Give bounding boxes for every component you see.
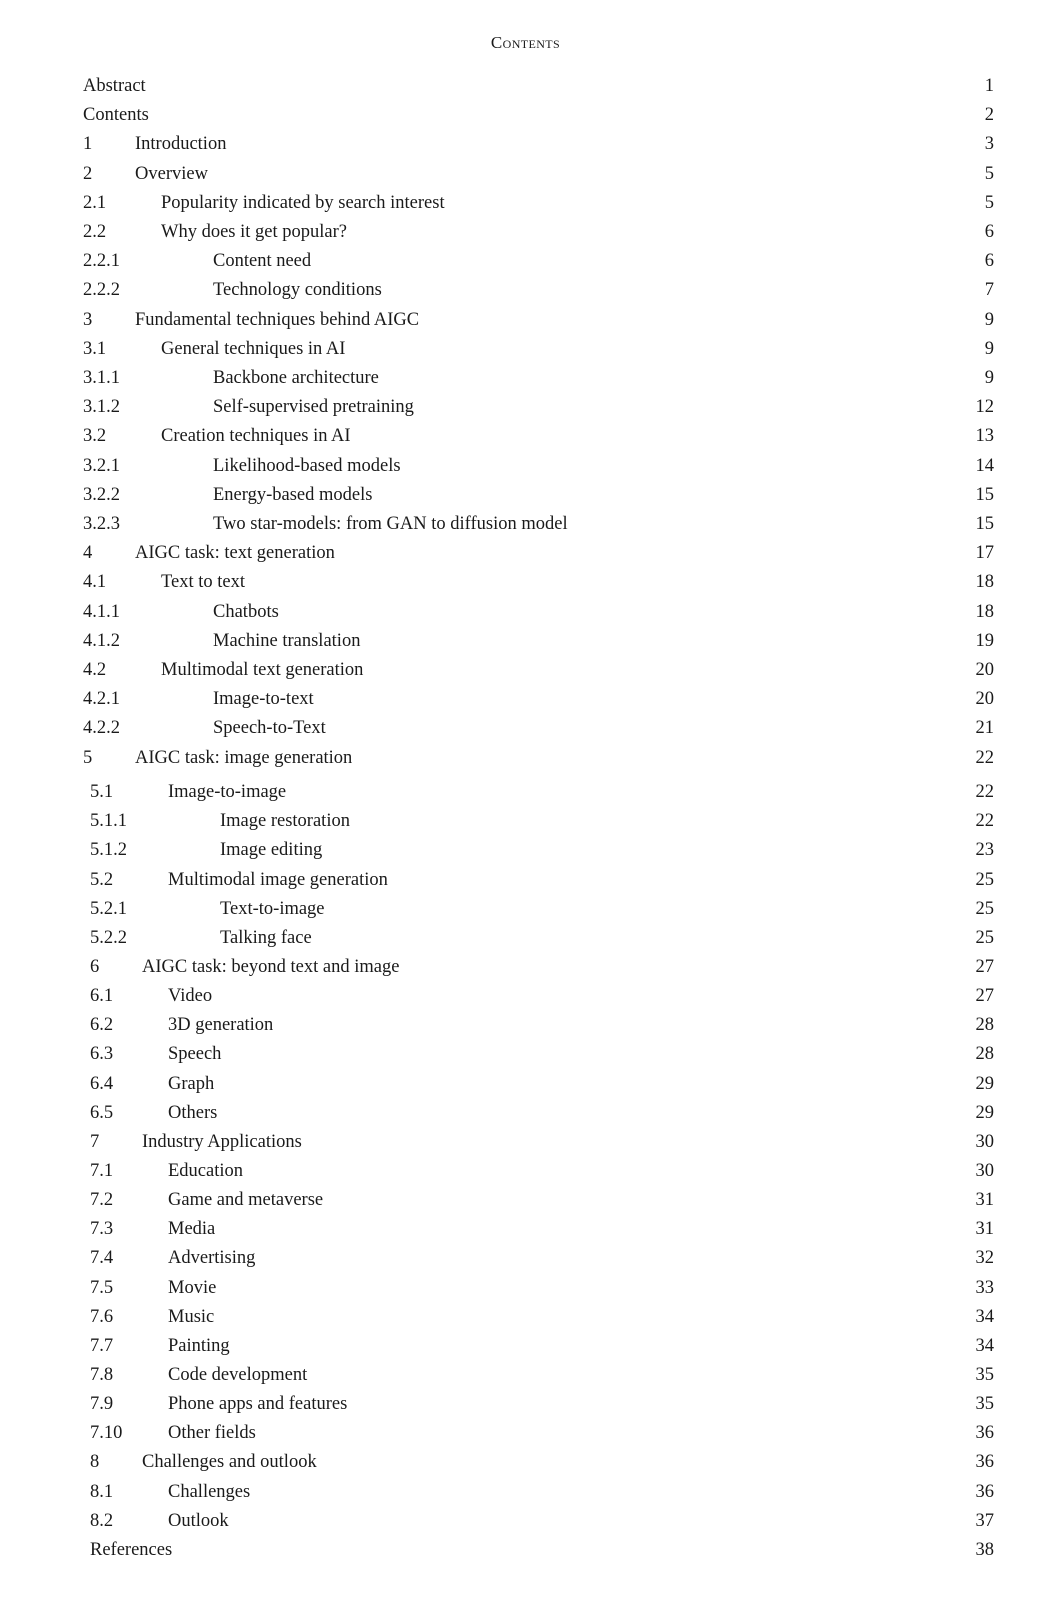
toc-entry-number: 4.2 <box>83 660 107 680</box>
toc-entry[interactable] <box>83 715 994 741</box>
toc-entry-number: 8 <box>90 1452 100 1473</box>
toc-entry-page: 5 <box>984 163 994 184</box>
toc-entry-number: 5.2 <box>90 869 114 890</box>
toc-entry[interactable] <box>83 131 994 157</box>
toc-entry-page: 18 <box>975 572 994 593</box>
toc-entry-number: 8.2 <box>90 1510 114 1531</box>
toc-entry-number: 3.1.1 <box>83 368 120 388</box>
toc-entry[interactable] <box>83 219 994 245</box>
toc-entry-title[interactable]: Advertising <box>168 1248 256 1269</box>
toc-entry[interactable] <box>90 983 994 1009</box>
toc-entry[interactable] <box>90 1187 994 1213</box>
toc-entry-title[interactable]: Introduction <box>135 134 227 155</box>
toc-entry-number: 7.1 <box>90 1161 114 1181</box>
toc-entry-number: 2.2.2 <box>83 280 120 301</box>
toc-entry[interactable] <box>90 1508 994 1534</box>
toc-entry[interactable] <box>90 867 994 893</box>
toc-entry-page: 12 <box>975 397 994 418</box>
toc-entry[interactable] <box>83 161 994 187</box>
toc-entry[interactable] <box>83 307 994 333</box>
toc-entry[interactable] <box>90 1100 994 1126</box>
toc-entry-title[interactable]: Content need <box>213 251 312 272</box>
toc-entry-title[interactable]: Challenges <box>168 1481 251 1502</box>
toc-entry[interactable] <box>83 423 994 449</box>
toc-entry[interactable] <box>90 1304 994 1330</box>
toc-entry-page: 36 <box>975 1452 994 1473</box>
toc-entry-title[interactable]: Speech-to-Text <box>213 718 326 739</box>
toc-entry[interactable] <box>90 1362 994 1388</box>
toc-entry-title[interactable]: AIGC task: beyond text and image <box>142 956 400 977</box>
toc-entry-page: 31 <box>975 1219 994 1240</box>
toc-entry[interactable] <box>83 73 994 99</box>
toc-entry-page: 38 <box>975 1539 994 1560</box>
toc-entry[interactable] <box>90 1537 994 1563</box>
toc-entry-title[interactable]: Text to text <box>161 572 245 593</box>
toc-entry-title[interactable]: 3D generation <box>168 1015 274 1036</box>
toc-entry[interactable] <box>90 896 994 922</box>
toc-entry-page: 2 <box>984 105 994 126</box>
toc-entry-title[interactable]: Backbone architecture <box>213 368 379 388</box>
toc-entry-title[interactable]: AIGC task: text generation <box>135 543 335 564</box>
toc-entry-page: 33 <box>975 1277 994 1298</box>
toc-entry-title[interactable]: Popularity indicated by search interest <box>161 192 445 213</box>
toc-entry-title[interactable]: Chatbots <box>213 601 279 622</box>
toc-entry[interactable] <box>90 1216 994 1242</box>
toc-entry-number: 6.2 <box>90 1015 114 1036</box>
toc-entry[interactable] <box>90 1012 994 1038</box>
toc-entry-number: 4.2.2 <box>83 718 120 739</box>
toc-entry-number: 8.1 <box>90 1481 114 1502</box>
toc-entry-title[interactable]: Video <box>168 986 213 1006</box>
toc-entry[interactable] <box>90 1071 994 1097</box>
toc-entry[interactable] <box>83 628 994 654</box>
toc-entry[interactable] <box>90 1129 994 1155</box>
toc-entry-number: 7.10 <box>90 1423 123 1444</box>
toc-entry-number: 4.1.2 <box>83 630 120 651</box>
toc-entry-title[interactable]: Graph <box>168 1073 215 1094</box>
toc-entry-number: 7.3 <box>90 1219 114 1240</box>
toc-entry[interactable] <box>83 657 994 683</box>
toc-entry-number: 5.1 <box>90 782 114 802</box>
toc-entry-number: 4.1.1 <box>83 601 120 622</box>
toc-entry[interactable] <box>90 837 994 863</box>
toc-entry-title[interactable]: Other fields <box>168 1423 256 1444</box>
toc-entry[interactable] <box>83 190 994 216</box>
toc-entry-number: 7.2 <box>90 1190 114 1211</box>
toc-entry-number: 5.2.2 <box>90 927 127 948</box>
toc-entry[interactable] <box>83 569 994 595</box>
toc-entry-title[interactable]: Talking face <box>220 927 312 948</box>
toc-entry-title[interactable]: Industry Applications <box>142 1131 302 1152</box>
toc-entry-page: 9 <box>984 338 994 359</box>
toc-entry-title[interactable]: Contents <box>83 105 149 126</box>
toc-entry-title[interactable]: AIGC task: image generation <box>135 747 353 768</box>
toc-entry-number: 6.1 <box>90 986 114 1006</box>
toc-entry-page: 1 <box>984 76 994 96</box>
toc-entry-title[interactable]: Game and metaverse <box>168 1190 324 1211</box>
toc-entry-number: 2.1 <box>83 192 107 213</box>
toc-entry-page: 6 <box>984 251 994 272</box>
toc-entry-title[interactable]: Speech <box>168 1044 222 1065</box>
toc-entry-number: 2.2 <box>83 222 107 242</box>
toc-entry-number: 6 <box>90 956 100 977</box>
toc-entry-page: 19 <box>975 630 994 651</box>
toc-entry-page: 30 <box>975 1161 994 1181</box>
toc-entry-page: 18 <box>975 601 994 622</box>
toc-entry[interactable] <box>90 1245 994 1271</box>
toc-entry[interactable] <box>90 1275 994 1301</box>
toc-entry-title[interactable]: Education <box>168 1161 244 1181</box>
page-title: Contents <box>490 33 561 52</box>
toc-entry[interactable] <box>83 336 994 362</box>
toc-entry-page: 27 <box>975 956 994 977</box>
toc-entry-title[interactable]: Painting <box>168 1335 230 1356</box>
toc-entry-number: 7.9 <box>90 1394 114 1415</box>
toc-entry-title[interactable]: General techniques in AI <box>161 338 346 359</box>
toc-entry[interactable] <box>83 394 994 420</box>
toc-entry-number: 4.2.1 <box>83 689 120 710</box>
toc-entry-number: 3.2.3 <box>83 514 120 534</box>
toc-entry-number: 3 <box>83 309 93 330</box>
toc-entry-page: 13 <box>975 426 994 447</box>
toc-entry[interactable] <box>83 745 994 771</box>
toc-entry-page: 22 <box>975 811 994 832</box>
toc-entry-number: 7.8 <box>90 1365 114 1385</box>
toc-entry[interactable] <box>90 1333 994 1359</box>
toc-entry-page: 5 <box>984 192 994 213</box>
toc-entry-title[interactable]: Energy-based models <box>213 484 373 505</box>
toc-entry-page: 29 <box>975 1073 994 1094</box>
toc-entry-number: 5.1.2 <box>90 840 127 861</box>
toc-entry[interactable] <box>83 453 994 479</box>
toc-entry[interactable] <box>90 808 994 834</box>
toc-entry-page: 22 <box>975 747 994 768</box>
toc-entry-page: 30 <box>975 1131 994 1152</box>
toc-entry-page: 34 <box>975 1335 994 1356</box>
toc-entry-page: 34 <box>975 1306 994 1327</box>
toc-entry-number: 6.3 <box>90 1044 114 1065</box>
toc-entry-page: 36 <box>975 1423 994 1444</box>
toc-entry-page: 28 <box>975 1044 994 1065</box>
toc-entry-title[interactable]: Media <box>168 1219 216 1240</box>
toc-entry-page: 20 <box>975 660 994 680</box>
toc-entry[interactable] <box>83 277 994 303</box>
toc-entry-number: 3.2 <box>83 426 107 447</box>
toc-entry-title[interactable]: Text-to-image <box>220 898 325 919</box>
toc-entry-number: 7 <box>90 1131 100 1152</box>
toc-entry-page: 21 <box>975 718 994 739</box>
toc-entry[interactable] <box>83 686 994 712</box>
toc-entry-number: 6.5 <box>90 1102 114 1123</box>
toc-entry-page: 20 <box>975 689 994 710</box>
toc-entry-title[interactable]: Movie <box>168 1277 217 1298</box>
toc-entry-title[interactable]: Others <box>168 1102 218 1123</box>
toc-entry-page: 36 <box>975 1481 994 1502</box>
toc-entry-title[interactable]: Fundamental techniques behind AIGC <box>135 309 420 330</box>
toc-entry-page: 9 <box>984 309 994 330</box>
toc-entry-page: 29 <box>975 1102 994 1123</box>
toc-entry-page: 3 <box>984 134 994 155</box>
toc-entry-title[interactable]: Music <box>168 1306 215 1327</box>
toc-entry-number: 1 <box>83 134 93 155</box>
toc-entry-page: 23 <box>975 840 994 861</box>
toc-entry-title[interactable]: Why does it get popular? <box>161 222 347 242</box>
toc-entry-title[interactable]: Overview <box>135 163 208 184</box>
toc-entry[interactable] <box>90 1391 994 1417</box>
toc-entry-number: 5.2.1 <box>90 898 127 919</box>
toc-entry-title[interactable]: Multimodal image generation <box>168 869 388 890</box>
toc-entry-title[interactable]: Image restoration <box>220 811 350 832</box>
toc-entry-title[interactable]: Image-to-image <box>168 782 287 802</box>
toc-entry[interactable] <box>83 599 994 625</box>
toc-entry-number: 3.1.2 <box>83 397 120 418</box>
toc-entry-number: 6.4 <box>90 1073 114 1094</box>
toc-entry-number: 5 <box>83 747 93 768</box>
toc-entry-page: 25 <box>975 898 994 919</box>
toc-entry[interactable] <box>83 248 994 274</box>
toc-entry-number: 3.1 <box>83 338 107 359</box>
toc-entry-number: 2 <box>83 163 93 184</box>
toc-entry-page: 37 <box>975 1510 994 1531</box>
toc-entry[interactable] <box>90 925 994 951</box>
toc-entry-page: 7 <box>984 280 994 301</box>
toc-entry-page: 35 <box>975 1394 994 1415</box>
toc-entry-title[interactable]: Machine translation <box>213 630 361 651</box>
toc-entry-number: 2.2.1 <box>83 251 120 272</box>
toc-entry[interactable] <box>90 779 994 805</box>
toc-entry-title[interactable]: Self-supervised pretraining <box>213 397 414 418</box>
toc-entry[interactable] <box>83 511 994 537</box>
toc-entry-page: 14 <box>975 455 994 476</box>
toc-entry[interactable] <box>90 1449 994 1475</box>
toc-entry[interactable] <box>90 1041 994 1067</box>
toc-entry-title[interactable]: Technology conditions <box>213 280 382 301</box>
toc-entry-title[interactable]: Code development <box>168 1365 308 1385</box>
toc-entry-title[interactable]: Two star-models: from GAN to diffusion model <box>213 514 568 534</box>
toc-entry-page: 9 <box>984 368 994 388</box>
toc-entry-page: 6 <box>984 222 994 242</box>
toc-entry[interactable] <box>83 540 994 566</box>
toc-entry[interactable] <box>90 1158 994 1184</box>
toc-entry-page: 28 <box>975 1015 994 1036</box>
toc-entry-number: 4 <box>83 543 93 564</box>
toc-entry-title[interactable]: Image editing <box>220 840 323 861</box>
toc-entry-page: 15 <box>975 484 994 505</box>
toc-entry-title[interactable]: Creation techniques in AI <box>161 426 351 447</box>
toc-entry-number: 7.5 <box>90 1277 114 1298</box>
toc-entry-number: 7.7 <box>90 1335 114 1356</box>
toc-entry[interactable] <box>83 365 994 391</box>
toc-entry-title[interactable]: Challenges and outlook <box>142 1452 317 1473</box>
toc-entry-number: 7.6 <box>90 1306 114 1327</box>
toc-entry-title[interactable]: Multimodal text generation <box>161 660 364 680</box>
toc-entry-number: 4.1 <box>83 572 107 593</box>
toc-entry-number: 7.4 <box>90 1248 114 1269</box>
toc-entry-page: 35 <box>975 1365 994 1385</box>
toc-entry-page: 32 <box>975 1248 994 1269</box>
toc-entry-page: 15 <box>975 514 994 534</box>
toc-entry-title[interactable]: Abstract <box>83 76 146 96</box>
toc-entry-number: 5.1.1 <box>90 811 127 832</box>
toc-entry[interactable] <box>90 1479 994 1505</box>
toc-entry-page: 25 <box>975 927 994 948</box>
toc-entry-number: 3.2.1 <box>83 455 120 476</box>
toc-entry[interactable] <box>83 102 994 128</box>
toc-entry-title[interactable]: References <box>90 1539 173 1560</box>
toc-entry-title[interactable]: Outlook <box>168 1510 229 1531</box>
toc-entry-page: 31 <box>975 1190 994 1211</box>
toc-entry[interactable] <box>83 482 994 508</box>
toc-entry-title[interactable]: Image-to-text <box>213 689 314 710</box>
toc-entry-title[interactable]: Phone apps and features <box>168 1394 348 1415</box>
toc-entry-title[interactable]: Likelihood-based models <box>213 455 401 476</box>
toc-entry[interactable] <box>90 954 994 980</box>
toc-entry-page: 22 <box>975 782 994 802</box>
toc-entry-number: 3.2.2 <box>83 484 120 505</box>
toc-entry-page: 25 <box>975 869 994 890</box>
toc-entry-page: 17 <box>975 543 994 564</box>
toc-entry-page: 27 <box>975 986 994 1006</box>
toc-entry[interactable] <box>90 1420 994 1446</box>
